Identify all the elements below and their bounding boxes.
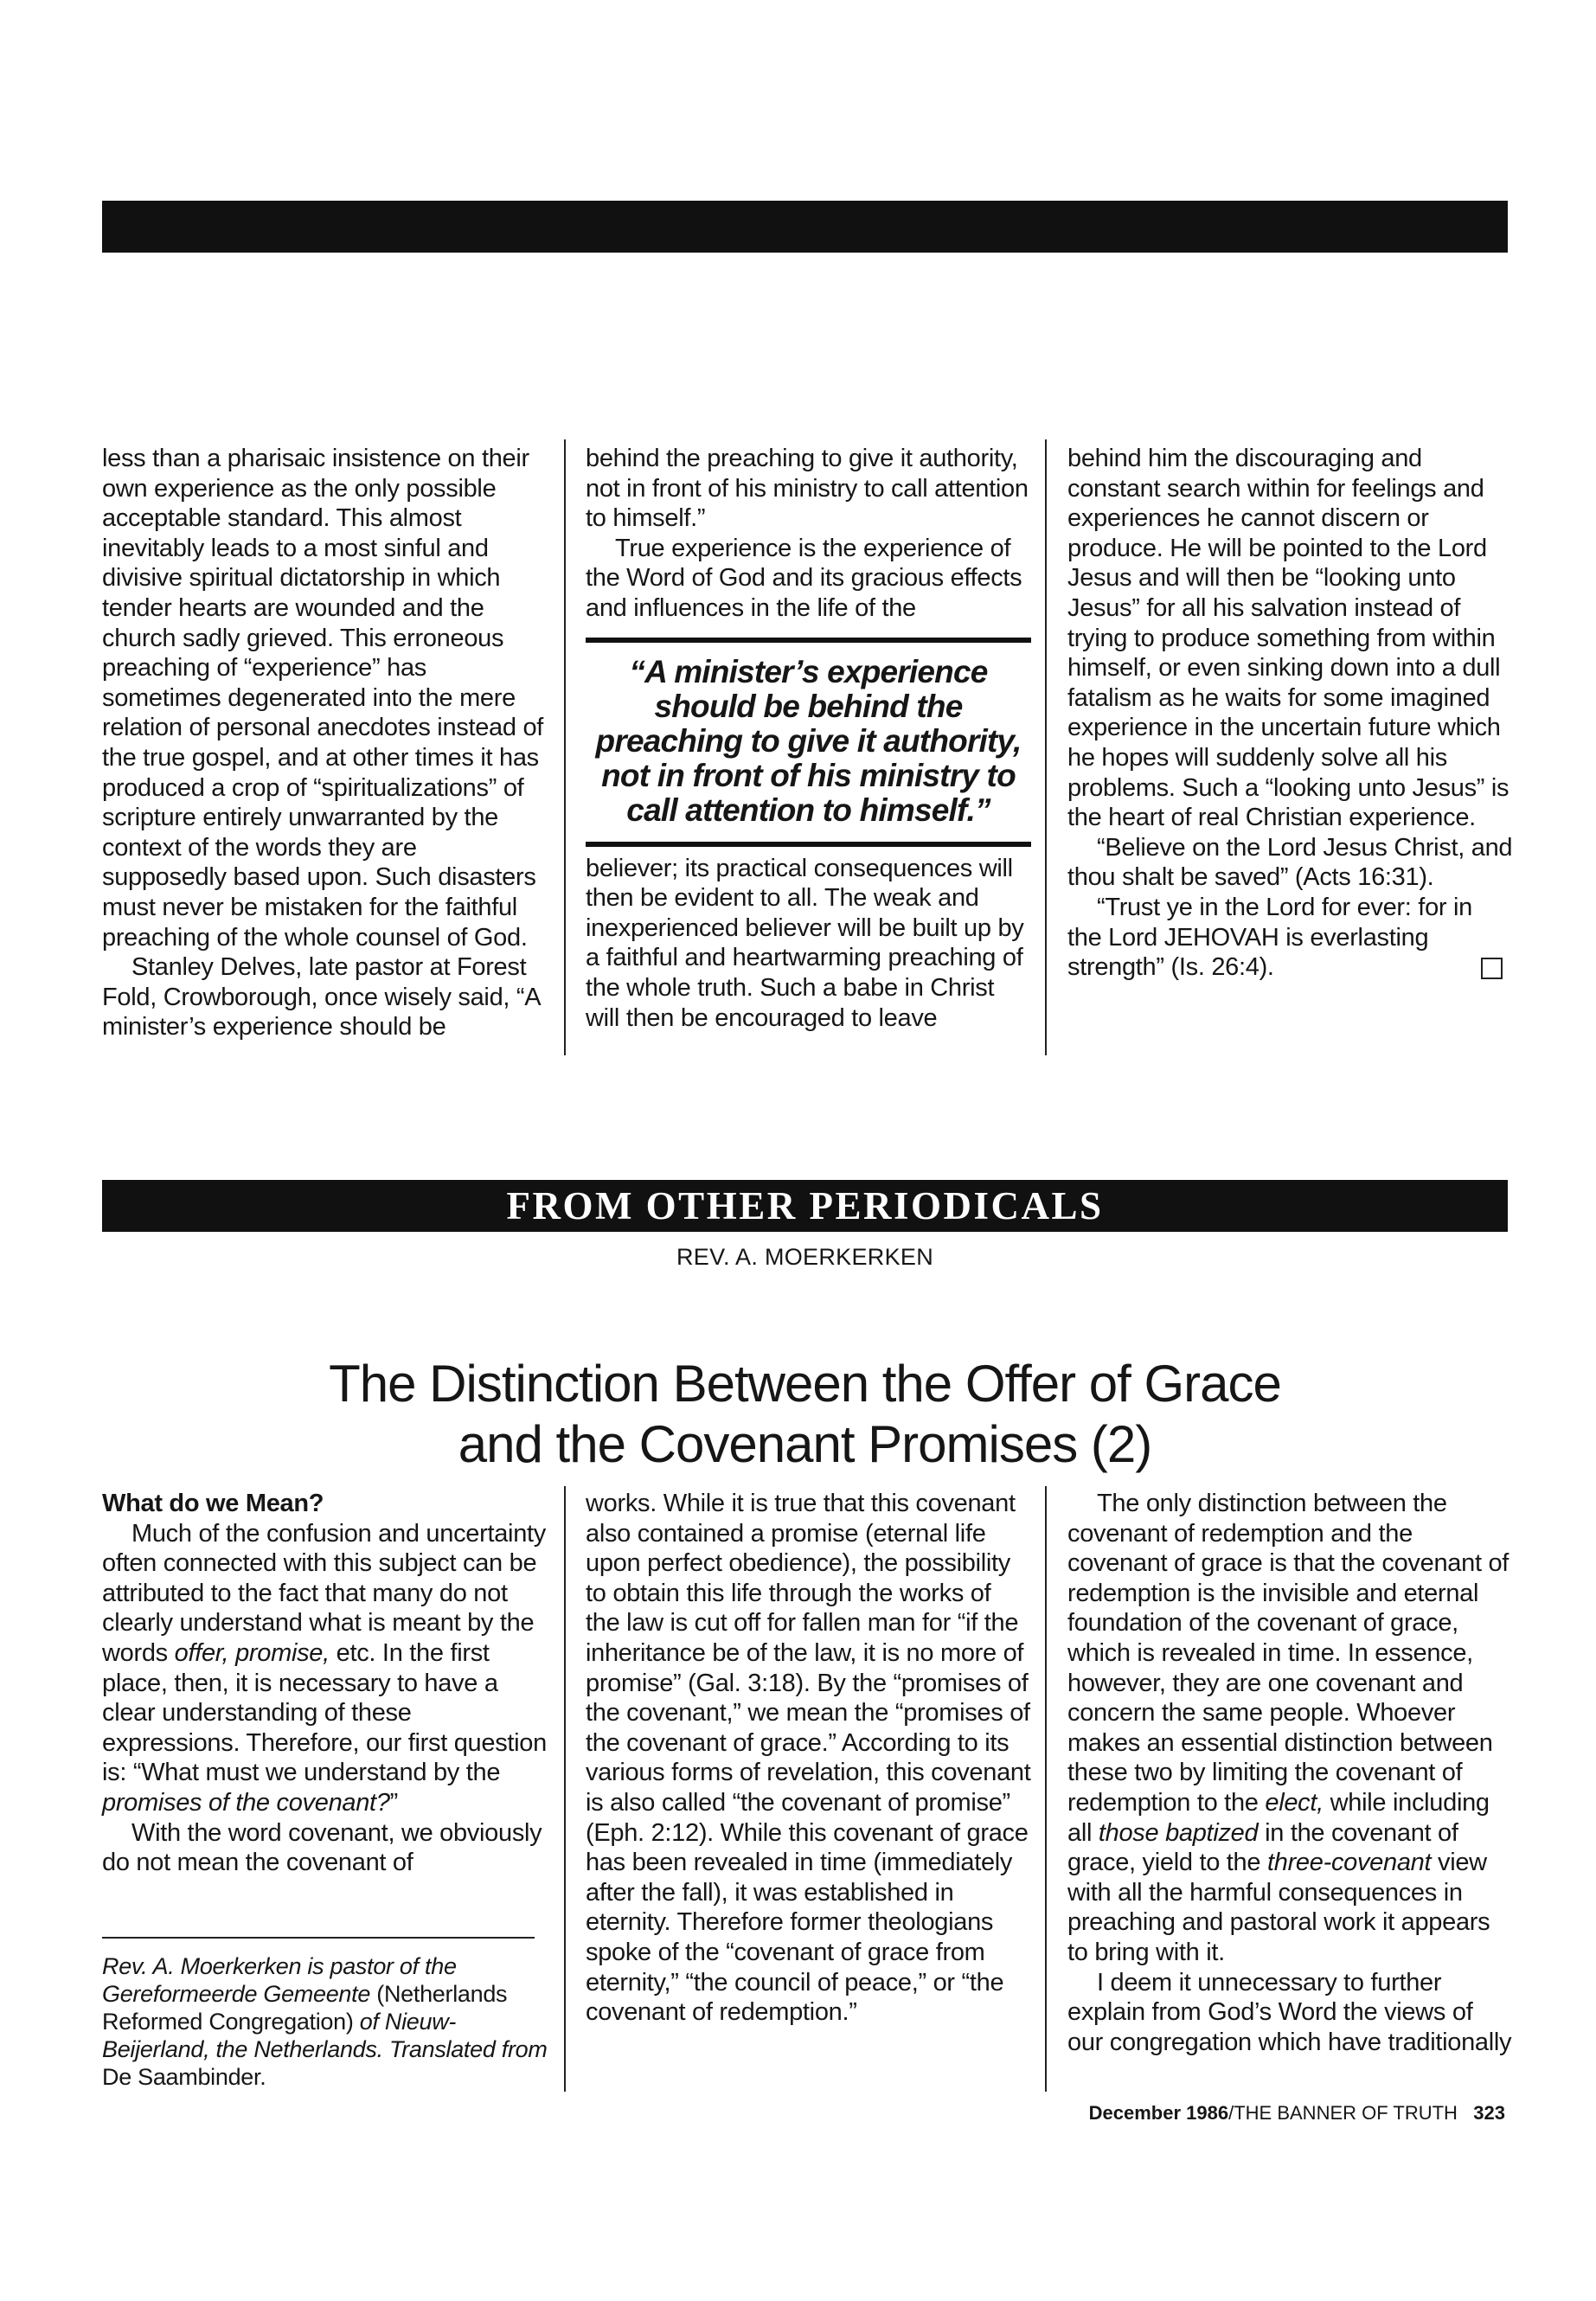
paragraph: Stanley Delves, late pastor at Forest Fold, Crowborough, once wisely said, “A minister’s experience should be [102,953,540,1042]
quote-text: “Trust ye in the Lord for ever: for in the Lord JEHOVAH is everlasting strength” (Is. 26:4). [1067,893,1472,982]
paragraph [1067,893,1513,983]
paragraph: works. While it is true that this covenant also contained a promise (eternal life upon perfect obedience), the possibility to obtain this life through the works of the law is cut off for fallen man for “if the inheritance be of the law, it is no more of promise” (Gal. 3:18). By the “promises of the covenant,” we mean the “promises of the covenant of grace.” According to its various forms of revelation, this covenant is also called “the covenant of promise” (Eph. 2:12). While this covenant of grace has been revealed in time (immediately after the fall), it was established in eternity. Therefore former theologians spoke of the “covenant of grace from eternity,” “the council of peace,” or “the covenant of redemption.” [586,1490,1031,2027]
text-run: The only distinction between the covenant of redemption and the covenant of grace is that the covenant of redemption is the invisible and eternal foundation of the covenant of grace, which is revealed in time. In essence, however, they are one covenant and concern the same people. Whoever makes an essential distinction between these two by limiting the covenant of redemption to the [1067,1490,1509,1817]
footer-separator: / [1228,2102,1234,2124]
paragraph: less than a pharisaic insistence on their own experience as the only possible acceptable standard. This almost inevitably leads to a most sinful and divisive spiritual dictatorship in which tender hearts are wounded and the church sadly grieved. This erroneous preaching of “experience” has sometimes degenerated into the mere relation of personal anecdotes instead of the true gospel, and at other times it has produced a crop of “spiritualizations” of scripture entirely unwarranted by the context of the words they are supposedly based upon. Such disasters must never be mistaken for the faithful preaching of the whole counsel of God. [102,445,544,952]
text-run: Rev. A. Moerkerken is pastor of the Gereformeerde Gemeente [102,1952,457,2007]
italic-run: elect, [1265,1788,1324,1817]
paragraph: I deem it unnecessary to further explain from God’s Word the views of our congregation which have traditionally [1067,1968,1512,2056]
upper-column-2 [586,444,1031,1033]
page-footer [865,2102,1505,2125]
column-divider [564,1486,566,2092]
text-run: (Netherlands Reformed Congregation) [102,1980,508,2035]
lower-column-3 [1067,1489,1513,2057]
column-divider [1045,1486,1047,2092]
title-line-1: The Distinction Between the Offer of Grace [329,1355,1281,1413]
author-footnote [102,1952,548,2091]
lower-column-2 [586,1489,1031,2028]
text-run: view with all the harmful consequences in preaching and pastoral work it appears to bring with it. [1067,1849,1490,1966]
text-run: of Nieuw-Beijerland, the Netherlands. Translated from [102,2008,548,2062]
section-banner: FROM OTHER PERIODICALS [102,1180,1508,1232]
title-line-2: and the Covenant Promises (2) [458,1415,1152,1473]
top-black-band [102,201,1508,253]
italic-run: three-covenant [1266,1849,1432,1877]
paragraph: behind him the discouraging and constant search within for feelings and experiences he cannot discern or produce. He will be pointed to the Lord Jesus and will then be “looking unto Jesus” for all his salvation instead of trying to produce something from within himself, or even sinking down into a dull fatalism as he waits for some imagined experience in the uncertain future which he hopes will suddenly solve all his problems. Such a “looking unto Jesus” is the heart of real Christian experience. [1067,445,1509,832]
footer-publication: THE BANNER OF TRUTH [1234,2102,1458,2124]
paragraph [1067,1489,1513,1968]
page-number: 323 [1473,2102,1505,2124]
paragraph: “Believe on the Lord Jesus Christ, and thou shalt be saved” (Acts 16:31). [1067,833,1513,892]
paragraph: With the word covenant, we obviously do not mean the covenant of [102,1818,542,1877]
text-run: while including all [1067,1788,1490,1847]
paragraph [102,1519,548,1818]
paragraph: True experience is the experience of the Word of God and its gracious effects and influences in the life of the [586,534,1022,622]
footer-date: December 1986 [1088,2102,1229,2124]
italic-run: offer, promise, [174,1638,330,1667]
footnote-rule [102,1937,535,1939]
italic-run: promises of the covenant? [102,1788,390,1817]
paragraph: believer; its practical consequences will then be evident to all. The weak and inexperienced believer will be built up by a faithful and heartwarming preaching of the whole truth. Such a babe in Christ will then be encouraged to leave [586,854,1024,1032]
column-divider [1045,439,1047,1055]
text-run: etc. In the first place, then, it is necessary to have a clear understanding of these expressions. Therefore, our first question is: “What must we understand by the [102,1638,547,1787]
text-run: in the covenant of grace, yield to the [1067,1818,1458,1877]
column-divider [564,439,566,1055]
paragraph: behind the preaching to give it authority, not in front of his ministry to call attention to himself.” [586,445,1029,533]
pull-quote: “A minister’s experience should be behind the preaching to give it authority, not in front of his ministry to call attention to himself.” [586,638,1031,847]
text-run: Much of the confusion and uncertainty often connected with this subject can be attributed to the fact that many do not clearly understand what is meant by the words [102,1519,546,1667]
lower-column-1 [102,1489,548,2091]
text-run: De Saambinder. [102,2063,266,2090]
end-of-article-box-icon [1481,958,1503,979]
upper-column-1 [102,444,548,1042]
author-byline: REV. A. MOERKERKEN [676,1244,933,1270]
subheading: What do we Mean? [102,1490,324,1517]
italic-run: those baptized [1098,1818,1259,1847]
upper-column-3 [1067,444,1513,983]
text-run: ” [389,1788,399,1817]
article-title [102,1354,1508,1475]
